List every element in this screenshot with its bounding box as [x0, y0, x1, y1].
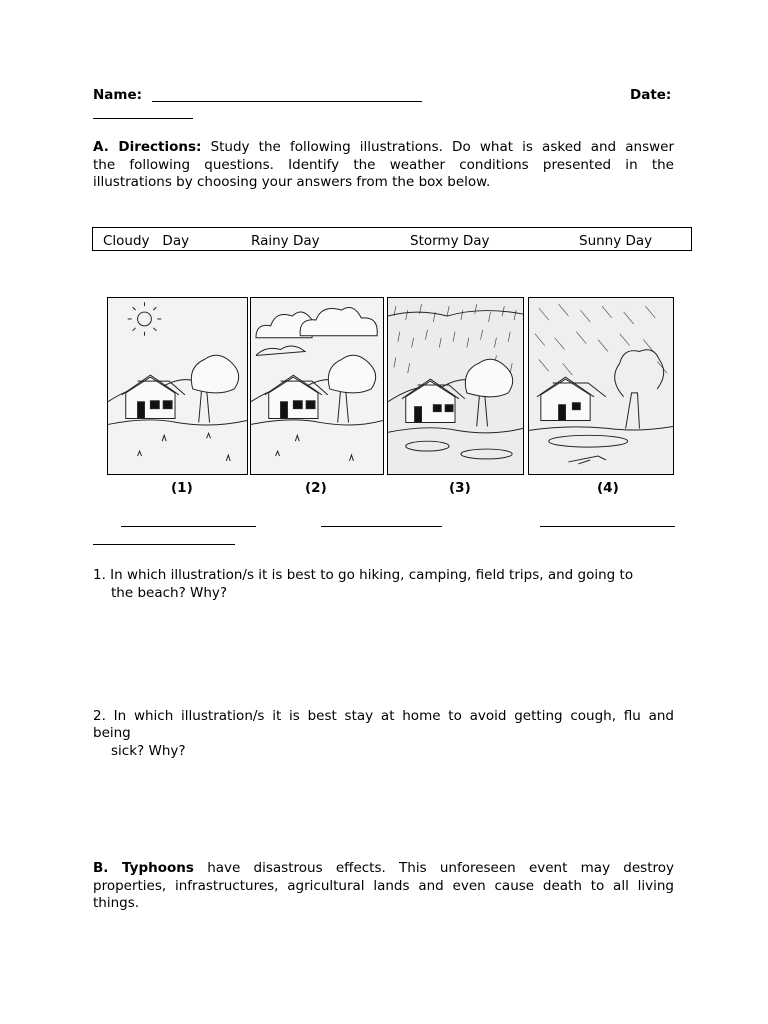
- choice-sunny: Sunny Day: [579, 233, 653, 249]
- date-field[interactable]: [93, 118, 193, 119]
- answer-blank-4[interactable]: [93, 544, 235, 545]
- choices-box: [92, 227, 692, 251]
- illustration-1: [107, 297, 248, 475]
- question-2-line-1: 2. In which illustration/s it is best stay at home to avoid getting cough, flu and: [93, 708, 674, 724]
- panel-label-3: (3): [449, 480, 471, 496]
- question-2-line-2: being: [93, 725, 131, 741]
- typhoons-heading: B. Typhoons: [93, 860, 194, 876]
- directions-line-2: the following questions. Identify the weather conditions presented in the: [93, 156, 674, 173]
- typhoons-paragraph: [93, 860, 674, 913]
- illustration-2: [250, 297, 384, 475]
- choice-cloudy: Cloudy Day: [103, 233, 190, 249]
- illustration-4: [528, 297, 674, 475]
- typhoons-line-2: properties, infrastructures, agricultural lands and even cause death to all living: [93, 877, 674, 894]
- panel-label-1: (1): [171, 480, 193, 496]
- sunny-scene-image: [108, 298, 247, 474]
- choice-stormy: Stormy Day: [410, 233, 490, 249]
- question-1-line-1: 1. In which illustration/s it is best to go hiking, camping, field trips, and going to: [93, 567, 634, 583]
- answer-blank-2[interactable]: [321, 526, 442, 527]
- stormy-scene-image: [529, 298, 673, 474]
- answer-blank-3[interactable]: [540, 526, 675, 527]
- panel-label-4: (4): [597, 480, 619, 496]
- name-field[interactable]: [152, 101, 422, 102]
- answer-blank-1[interactable]: [121, 526, 256, 527]
- directions-heading: A. Directions:: [93, 139, 202, 155]
- directions-line-3: illustrations by choosing your answers from the box below.: [93, 174, 491, 190]
- cloudy-scene-image: [251, 298, 383, 474]
- typhoons-line-1: have disastrous effects. This unforeseen event may destroy: [207, 860, 674, 876]
- directions-line-1: Study the following illustrations. Do what is asked and answer: [210, 139, 674, 155]
- question-1-line-2: the beach? Why?: [111, 585, 228, 601]
- rainy-scene-image: [388, 298, 523, 474]
- typhoons-line-3: things.: [93, 895, 140, 911]
- question-2-line-3: sick? Why?: [111, 743, 186, 759]
- name-label: Name:: [93, 87, 143, 103]
- panel-label-2: (2): [305, 480, 327, 496]
- choice-rainy: Rainy Day: [251, 233, 320, 249]
- directions-paragraph: [93, 139, 674, 192]
- date-label: Date:: [630, 87, 672, 103]
- illustration-3: [387, 297, 524, 475]
